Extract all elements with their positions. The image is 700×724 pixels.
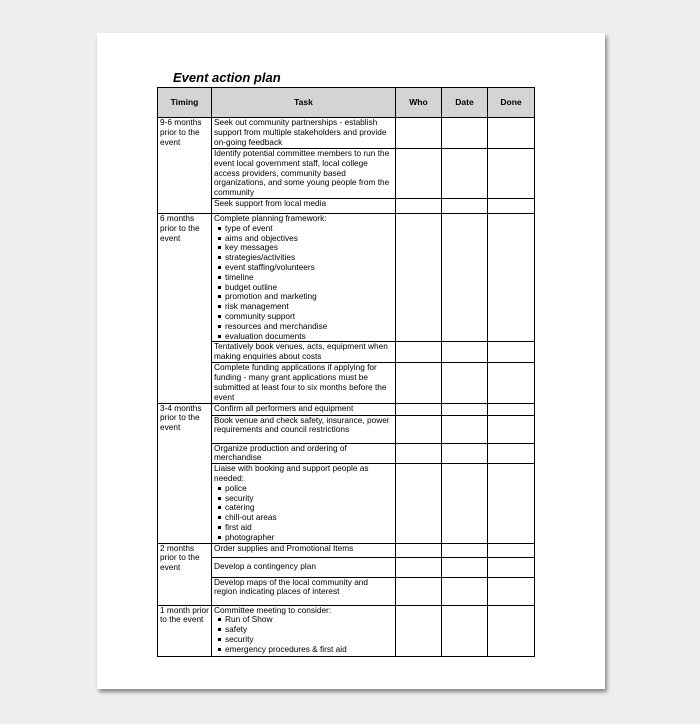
table-row (158, 557, 535, 577)
table-row (158, 149, 535, 199)
who-cell (396, 149, 442, 199)
list-item: Run of Show (218, 615, 393, 625)
table-row (158, 214, 535, 342)
who-cell (396, 199, 442, 214)
list-item: emergency procedures & first aid (218, 645, 393, 655)
task-cell: Complete funding applications if applying for funding - many grant applications must be submitted at least four to six months before the event (212, 363, 396, 403)
table-row (158, 443, 535, 464)
done-header: Done (488, 88, 535, 118)
who-cell (396, 118, 442, 149)
list-item: strategies/activities (218, 253, 393, 263)
who-cell (396, 214, 442, 342)
list-item: photographer (218, 533, 393, 543)
task-cell: Book venue and check safety, insurance, power requirements and council restrictions (212, 415, 396, 443)
task-cell (212, 464, 396, 543)
list-item: risk management (218, 302, 393, 312)
date-cell (442, 214, 488, 342)
sub-list (214, 224, 393, 342)
table-row (158, 199, 535, 214)
date-cell (442, 577, 488, 605)
who-cell (396, 543, 442, 557)
task-cell: Identify potential committee members to run the event local government staff, local college access providers, community based organizations, and some young people from the community (212, 149, 396, 199)
done-cell (488, 605, 535, 656)
date-cell (442, 118, 488, 149)
date-cell (442, 543, 488, 557)
done-cell (488, 557, 535, 577)
date-cell (442, 415, 488, 443)
who-header: Who (396, 88, 442, 118)
date-cell (442, 557, 488, 577)
done-cell (488, 403, 535, 415)
sub-list (214, 615, 393, 654)
who-cell (396, 415, 442, 443)
who-cell (396, 605, 442, 656)
list-item: community support (218, 312, 393, 322)
task-cell: Seek support from local media (212, 199, 396, 214)
who-cell (396, 342, 442, 363)
table-row (158, 363, 535, 403)
table-row (158, 342, 535, 363)
done-cell (488, 415, 535, 443)
date-cell (442, 443, 488, 464)
table-row (158, 118, 535, 149)
table-row (158, 543, 535, 557)
list-item: safety (218, 625, 393, 635)
done-cell (488, 149, 535, 199)
table-row (158, 577, 535, 605)
date-cell (442, 403, 488, 415)
list-item: evaluation documents (218, 332, 393, 342)
timing-cell: 9-6 months prior to the event (158, 118, 212, 214)
task-cell: Order supplies and Promotional Items (212, 543, 396, 557)
task-cell (212, 605, 396, 656)
list-item: resources and merchandise (218, 322, 393, 332)
done-cell (488, 577, 535, 605)
who-cell (396, 557, 442, 577)
task-cell: Develop maps of the local community and region indicating places of interest (212, 577, 396, 605)
done-cell (488, 543, 535, 557)
date-cell (442, 464, 488, 543)
done-cell (488, 342, 535, 363)
list-item: timeline (218, 273, 393, 283)
list-item: catering (218, 503, 393, 513)
task-cell: Tentatively book venues, acts, equipment when making enquiries about costs (212, 342, 396, 363)
timing-cell: 2 months prior to the event (158, 543, 212, 605)
date-cell (442, 342, 488, 363)
done-cell (488, 363, 535, 403)
who-cell (396, 443, 442, 464)
task-text: Complete planning framework: (214, 213, 327, 223)
task-cell: Seek out community partnerships - establish support from multiple stakeholders and provide on-going feedback (212, 118, 396, 149)
action-plan-table (157, 87, 535, 657)
done-cell (488, 118, 535, 149)
list-item: police (218, 484, 393, 494)
who-cell (396, 403, 442, 415)
who-cell (396, 464, 442, 543)
list-item: key messages (218, 243, 393, 253)
done-cell (488, 214, 535, 342)
date-cell (442, 199, 488, 214)
date-cell (442, 149, 488, 199)
done-cell (488, 464, 535, 543)
header-row (158, 88, 535, 118)
who-cell (396, 363, 442, 403)
table-row (158, 415, 535, 443)
task-cell: Develop a contingency plan (212, 557, 396, 577)
who-cell (396, 577, 442, 605)
sub-list (214, 484, 393, 543)
timing-cell: 3-4 months prior to the event (158, 403, 212, 543)
list-item: security (218, 494, 393, 504)
list-item: budget outline (218, 283, 393, 293)
list-item: type of event (218, 224, 393, 234)
task-cell: Organize production and ordering of merchandise (212, 443, 396, 464)
table-row (158, 464, 535, 543)
list-item: promotion and marketing (218, 292, 393, 302)
task-text: Liaise with booking and support people as needed: (214, 463, 369, 483)
list-item: chill-out areas (218, 513, 393, 523)
task-header: Task (212, 88, 396, 118)
date-header: Date (442, 88, 488, 118)
document-title: Event action plan (173, 70, 281, 85)
list-item: first aid (218, 523, 393, 533)
date-cell (442, 605, 488, 656)
list-item: event staffing/volunteers (218, 263, 393, 273)
done-cell (488, 199, 535, 214)
timing-cell: 1 month prior to the event (158, 605, 212, 656)
timing-cell: 6 months prior to the event (158, 214, 212, 404)
task-cell (212, 214, 396, 342)
list-item: security (218, 635, 393, 645)
list-item: aims and objectives (218, 234, 393, 244)
table-row (158, 403, 535, 415)
task-cell: Confirm all performers and equipment (212, 403, 396, 415)
done-cell (488, 443, 535, 464)
table-row (158, 605, 535, 656)
date-cell (442, 363, 488, 403)
task-text: Committee meeting to consider: (214, 605, 332, 615)
timing-header: Timing (158, 88, 212, 118)
